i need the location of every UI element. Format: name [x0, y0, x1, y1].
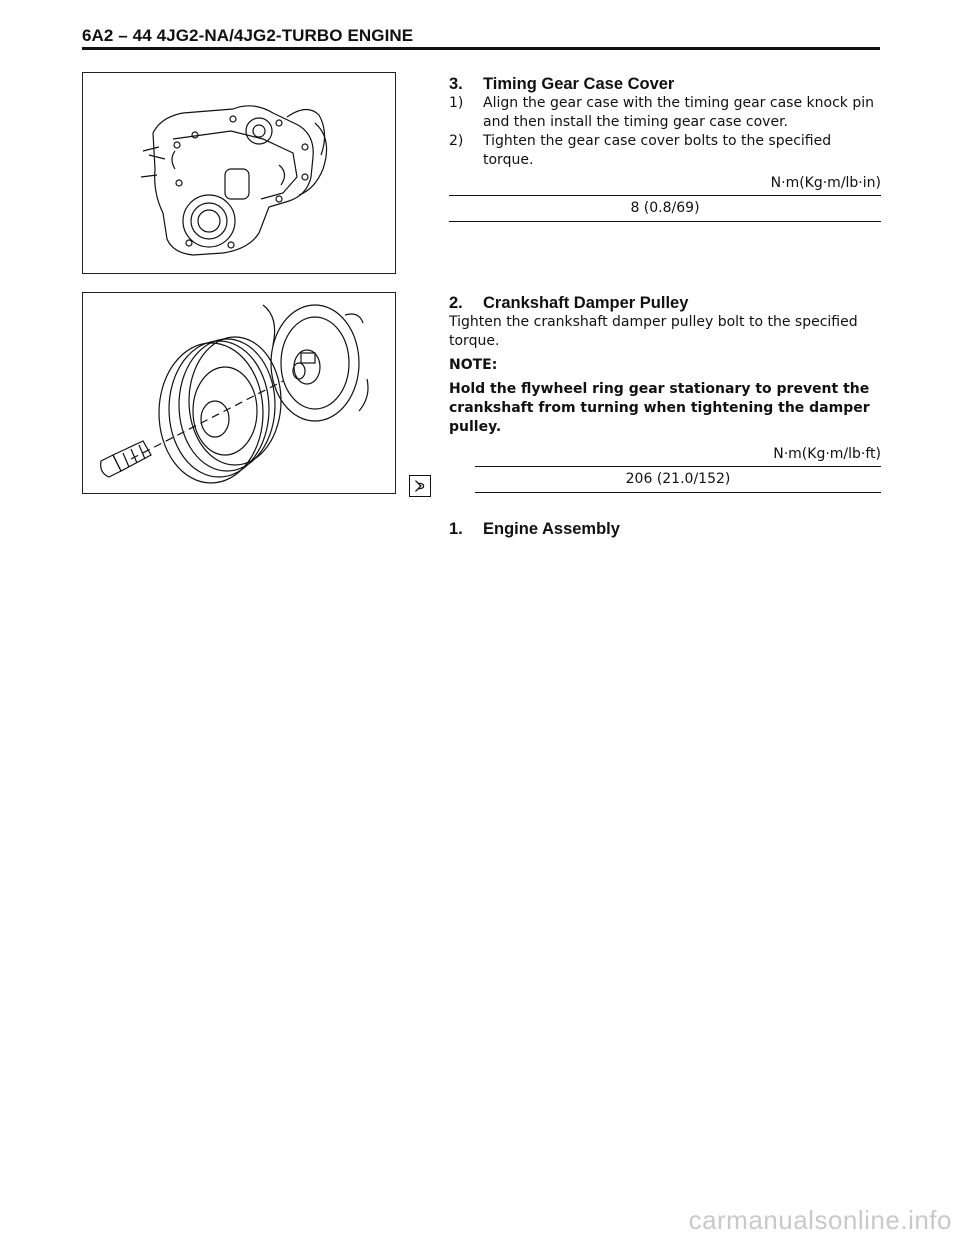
torque-unit: N·m(Kg·m/lb·ft)	[773, 446, 881, 462]
step-text: Align the gear case with the timing gear case knock pin and then install the timing gear case cover.	[483, 95, 874, 130]
note-label: NOTE:	[449, 357, 498, 373]
step-item	[449, 94, 881, 132]
section-title	[449, 74, 881, 94]
step-number: 2)	[449, 133, 464, 149]
section-title	[449, 519, 881, 539]
body-text: Tighten the crankshaft damper pulley bolt to the specified torque.	[449, 314, 858, 349]
page-header: 6A2 – 44 4JG2-NA/4JG2-TURBO ENGINE	[82, 26, 414, 45]
section-title-text: Timing Gear Case Cover	[483, 75, 675, 93]
section-number: 2.	[449, 294, 463, 312]
torque-value: 206 (21.0/152)	[475, 466, 881, 493]
wrench-icon	[409, 475, 431, 497]
section-title-text: Crankshaft Damper Pulley	[483, 294, 689, 312]
torque-value: 8 (0.8/69)	[449, 195, 881, 222]
crankshaft-damper-pulley-illustration	[82, 292, 396, 494]
section-number: 1.	[449, 520, 463, 538]
section-crankshaft-damper-pulley	[449, 293, 881, 493]
header-rule	[82, 47, 880, 50]
step-item	[449, 132, 881, 170]
step-text: Tighten the gear case cover bolts to the specified torque.	[483, 133, 832, 168]
section-number: 3.	[449, 75, 463, 93]
torque-unit: N·m(Kg·m/lb·in)	[770, 175, 881, 191]
section-title	[449, 293, 881, 313]
note-text: Hold the flywheel ring gear stationary to prevent the crankshaft from turning when tightening the damper pulley.	[449, 381, 870, 435]
timing-gear-case-cover-illustration	[82, 72, 396, 274]
step-number: 1)	[449, 95, 464, 111]
section-title-text: Engine Assembly	[483, 520, 620, 538]
section-engine-assembly	[449, 519, 881, 539]
section-timing-gear-case-cover	[449, 74, 881, 222]
watermark: carmanualsonline.info	[688, 1205, 952, 1235]
